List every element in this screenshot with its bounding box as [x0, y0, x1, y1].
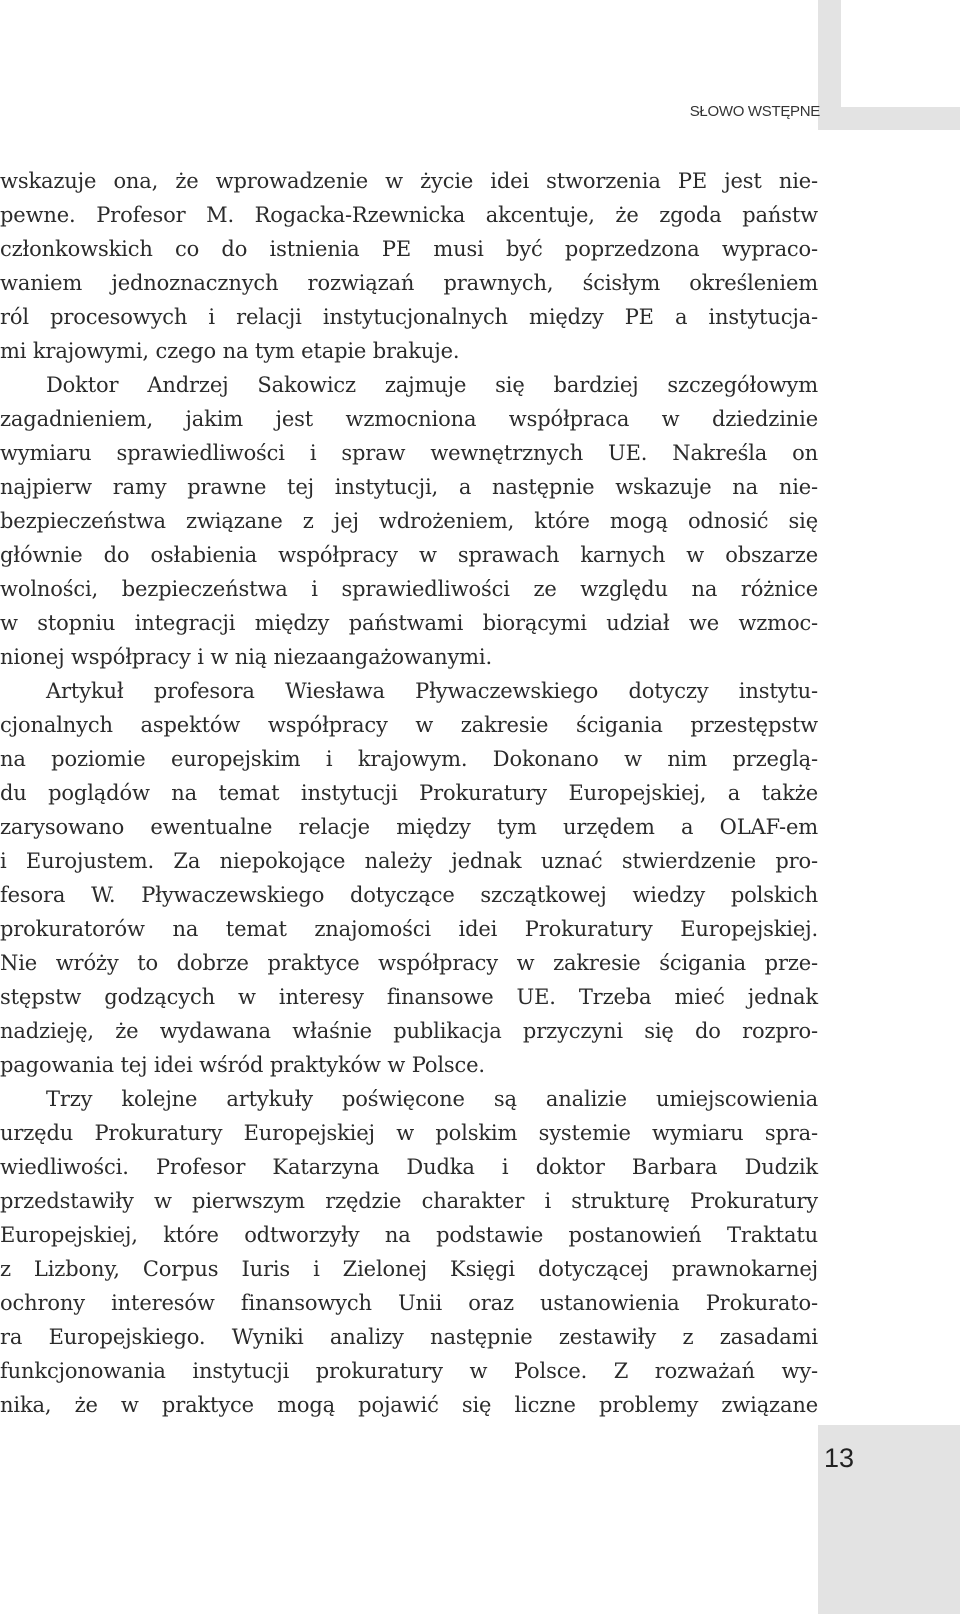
text-line: na poziomie europejskim i krajowym. Dokonano w nim przeglą- [0, 747, 818, 771]
text-line: funkcjonowania instytucji prokuratury w Polsce. Z rozważań wy- [0, 1359, 818, 1383]
page-number: 13 [824, 1443, 855, 1473]
text-line: nionej współpracy i w nią niezaangażowanymi. [0, 645, 493, 669]
text-line: pagowania tej idei wśród praktyków w Polsce. [0, 1053, 485, 1077]
text-line: mi krajowymi, czego na tym etapie brakuje. [0, 339, 460, 363]
text-line: w stopniu integracji między państwami biorącymi udział we wzmoc- [0, 611, 818, 635]
text-line: nadzieję, że wydawana właśnie publikacja przyczyni się do rozpro- [0, 1019, 818, 1043]
text-line: zagadnieniem, jakim jest wzmocniona współpraca w dziedzinie [0, 407, 818, 431]
text-line: Doktor Andrzej Sakowicz zajmuje się bardziej szczegółowym [46, 373, 818, 397]
text-line: pewne. Profesor M. Rogacka-Rzewnicka akcentuje, że zgoda państw [0, 203, 818, 227]
text-line: wiedliwości. Profesor Katarzyna Dudka i doktor Barbara Dudzik [0, 1155, 818, 1179]
corner-decoration-horizontal [818, 107, 960, 130]
text-line: Trzy kolejne artykuły poświęcone są analizie umiejscowienia [46, 1087, 818, 1111]
text-line: cjonalnych aspektów współpracy w zakresie ścigania przestępstw [0, 713, 818, 737]
text-line: stępstw godzących w interesy finansowe UE. Trzeba mieć jednak [0, 985, 818, 1009]
text-line: waniem jednoznacznych rozwiązań prawnych, ścisłym określeniem [0, 271, 818, 295]
text-line: ochrony interesów finansowych Unii oraz ustanowienia Prokurato- [0, 1291, 818, 1315]
text-line: ról procesowych i relacji instytucjonalnych między PE a instytucja- [0, 305, 818, 329]
text-line: ra Europejskiego. Wyniki analizy następnie zestawiły z zasadami [0, 1325, 818, 1349]
text-line: prokuratorów na temat znajomości idei Prokuratury Europejskiej. [0, 917, 818, 941]
text-line: wymiaru sprawiedliwości i spraw wewnętrznych UE. Nakreśla on [0, 441, 818, 465]
text-line: Artykuł profesora Wiesława Pływaczewskiego dotyczy instytu- [46, 679, 818, 703]
text-line: nika, że w praktyce mogą pojawić się liczne problemy związane [0, 1393, 818, 1417]
text-line: urzędu Prokuratury Europejskiej w polskim systemie wymiaru spra- [0, 1121, 818, 1145]
text-line: z Lizbony, Corpus Iuris i Zielonej Księgi dotyczącej prawnokarnej [0, 1257, 818, 1281]
text-line: Nie wróży to dobrze praktyce współpracy w zakresie ścigania prze- [0, 951, 818, 975]
text-line: członkowskich co do istnienia PE musi być poprzedzona wypraco- [0, 237, 818, 261]
text-line: przedstawiły w pierwszym rzędzie charakter i strukturę Prokuratury [0, 1189, 818, 1213]
text-line: bezpieczeństwa związane z jej wdrożeniem, które mogą odnosić się [0, 509, 818, 533]
text-line: wolności, bezpieczeństwa i sprawiedliwości ze względu na różnice [0, 577, 818, 601]
text-line: du poglądów na temat instytucji Prokuratury Europejskiej, a także [0, 781, 818, 805]
body-text [0, 164, 818, 1422]
text-line: fesora W. Pływaczewskiego dotyczące szczątkowej wiedzy polskich [0, 883, 818, 907]
text-line: najpierw ramy prawne tej instytucji, a następnie wskazuje na nie- [0, 475, 818, 499]
text-line: Europejskiej, które odtworzyły na podstawie postanowień Traktatu [0, 1223, 818, 1247]
text-line: wskazuje ona, że wprowadzenie w życie idei stworzenia PE jest nie- [0, 169, 818, 193]
text-line: zarysowano ewentualne relacje między tym urzędem a OLAF-em [0, 815, 818, 839]
running-head: SŁOWO WSTĘPNE [689, 103, 820, 120]
text-line: głównie do osłabienia współpracy w sprawach karnych w obszarze [0, 543, 818, 567]
text-line: i Eurojustem. Za niepokojące należy jednak uznać stwierdzenie pro- [0, 849, 818, 873]
